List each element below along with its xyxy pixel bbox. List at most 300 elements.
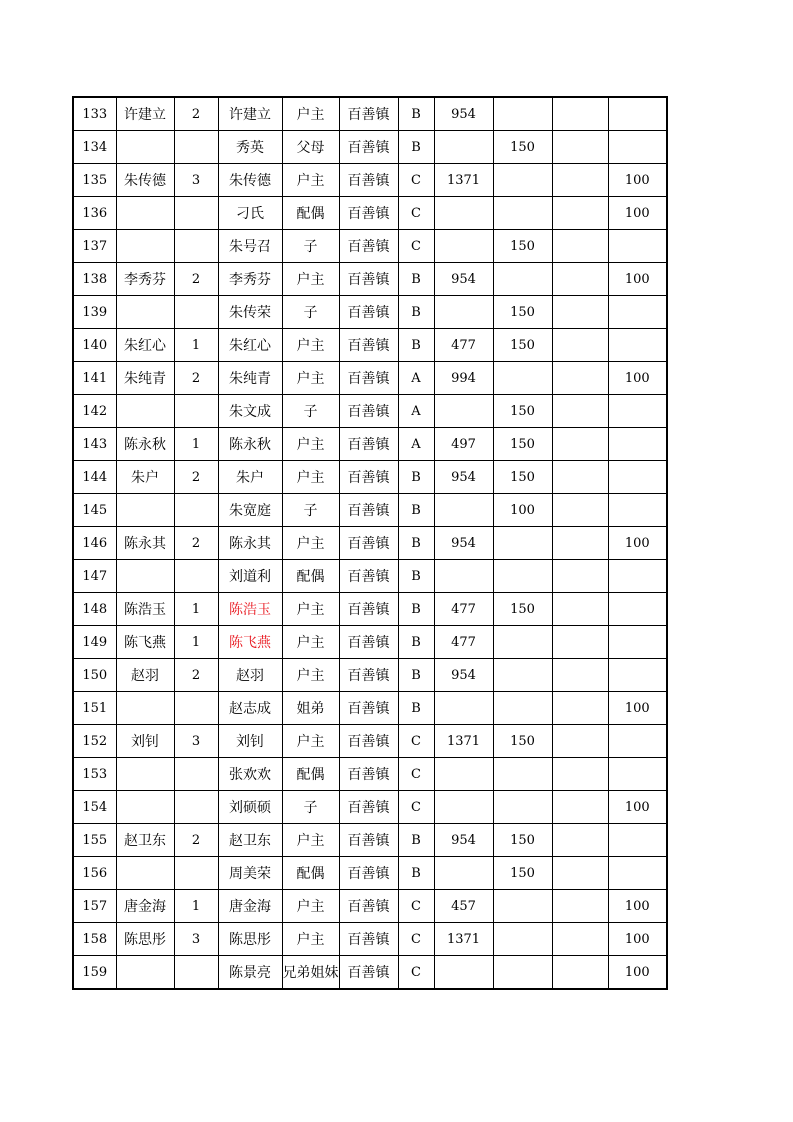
- row-number-cell: 137: [73, 230, 116, 263]
- relation-cell: 子: [282, 494, 339, 527]
- row-number-cell: 149: [73, 626, 116, 659]
- grade-cell: B: [398, 296, 434, 329]
- relation-cell: 姐弟: [282, 692, 339, 725]
- amount-1-cell: 954: [434, 659, 493, 692]
- relation-cell: 户主: [282, 659, 339, 692]
- household-head-cell: [116, 230, 174, 263]
- table-row: [73, 296, 667, 329]
- household-head-cell: [116, 197, 174, 230]
- relation-cell: 户主: [282, 97, 339, 131]
- relation-cell: 户主: [282, 362, 339, 395]
- row-number-cell: 134: [73, 131, 116, 164]
- amount-1-cell: [434, 197, 493, 230]
- table-row: [73, 164, 667, 197]
- amount-4-cell: [608, 758, 667, 791]
- town-cell: 百善镇: [339, 692, 398, 725]
- town-cell: 百善镇: [339, 725, 398, 758]
- grade-cell: C: [398, 890, 434, 923]
- member-name-cell: 朱传德: [218, 164, 282, 197]
- member-name-cell: 朱宽庭: [218, 494, 282, 527]
- relation-cell: 户主: [282, 923, 339, 956]
- table-row: [73, 263, 667, 296]
- member-count-cell: [174, 395, 218, 428]
- amount-2-cell: [493, 164, 552, 197]
- grade-cell: B: [398, 659, 434, 692]
- household-head-cell: 朱纯青: [116, 362, 174, 395]
- amount-3-cell: [552, 197, 608, 230]
- household-head-cell: 赵卫东: [116, 824, 174, 857]
- household-head-cell: [116, 692, 174, 725]
- grade-cell: B: [398, 626, 434, 659]
- town-cell: 百善镇: [339, 197, 398, 230]
- amount-1-cell: 457: [434, 890, 493, 923]
- amount-2-cell: [493, 263, 552, 296]
- town-cell: 百善镇: [339, 329, 398, 362]
- amount-3-cell: [552, 758, 608, 791]
- grade-cell: B: [398, 131, 434, 164]
- town-cell: 百善镇: [339, 395, 398, 428]
- amount-4-cell: [608, 494, 667, 527]
- amount-2-cell: [493, 956, 552, 990]
- amount-1-cell: 477: [434, 626, 493, 659]
- amount-4-cell: [608, 659, 667, 692]
- relation-cell: 户主: [282, 329, 339, 362]
- row-number-cell: 143: [73, 428, 116, 461]
- amount-2-cell: 150: [493, 329, 552, 362]
- member-count-cell: 1: [174, 890, 218, 923]
- amount-3-cell: [552, 527, 608, 560]
- town-cell: 百善镇: [339, 164, 398, 197]
- amount-2-cell: 150: [493, 593, 552, 626]
- amount-3-cell: [552, 923, 608, 956]
- town-cell: 百善镇: [339, 890, 398, 923]
- relation-cell: 子: [282, 791, 339, 824]
- amount-2-cell: 150: [493, 857, 552, 890]
- relation-cell: 户主: [282, 725, 339, 758]
- table-row: [73, 494, 667, 527]
- grade-cell: B: [398, 97, 434, 131]
- member-count-cell: 2: [174, 527, 218, 560]
- grade-cell: B: [398, 560, 434, 593]
- amount-4-cell: [608, 593, 667, 626]
- relation-cell: 配偶: [282, 197, 339, 230]
- row-number-cell: 158: [73, 923, 116, 956]
- amount-3-cell: [552, 626, 608, 659]
- grade-cell: A: [398, 395, 434, 428]
- relation-cell: 户主: [282, 164, 339, 197]
- table-row: [73, 923, 667, 956]
- table-row: [73, 593, 667, 626]
- amount-4-cell: 100: [608, 692, 667, 725]
- amount-3-cell: [552, 494, 608, 527]
- amount-4-cell: [608, 725, 667, 758]
- town-cell: 百善镇: [339, 230, 398, 263]
- relation-cell: 配偶: [282, 758, 339, 791]
- table-row: [73, 395, 667, 428]
- amount-4-cell: [608, 296, 667, 329]
- member-name-cell: 朱红心: [218, 329, 282, 362]
- member-count-cell: 1: [174, 626, 218, 659]
- household-head-cell: [116, 296, 174, 329]
- relation-cell: 户主: [282, 626, 339, 659]
- table-row: [73, 362, 667, 395]
- row-number-cell: 157: [73, 890, 116, 923]
- amount-2-cell: [493, 692, 552, 725]
- grade-cell: A: [398, 362, 434, 395]
- grade-cell: B: [398, 527, 434, 560]
- member-count-cell: [174, 758, 218, 791]
- amount-1-cell: [434, 230, 493, 263]
- row-number-cell: 141: [73, 362, 116, 395]
- table-row: [73, 626, 667, 659]
- row-number-cell: 155: [73, 824, 116, 857]
- town-cell: 百善镇: [339, 923, 398, 956]
- town-cell: 百善镇: [339, 758, 398, 791]
- amount-2-cell: [493, 923, 552, 956]
- household-head-cell: 陈浩玉: [116, 593, 174, 626]
- amount-1-cell: [434, 692, 493, 725]
- amount-1-cell: [434, 560, 493, 593]
- member-count-cell: [174, 296, 218, 329]
- amount-4-cell: 100: [608, 197, 667, 230]
- row-number-cell: 150: [73, 659, 116, 692]
- town-cell: 百善镇: [339, 296, 398, 329]
- member-name-cell: 刘钊: [218, 725, 282, 758]
- member-name-cell: 朱传荣: [218, 296, 282, 329]
- member-name-cell: 赵志成: [218, 692, 282, 725]
- row-number-cell: 133: [73, 97, 116, 131]
- household-head-cell: [116, 758, 174, 791]
- amount-4-cell: [608, 97, 667, 131]
- member-name-cell: 陈思彤: [218, 923, 282, 956]
- table-row: [73, 97, 667, 131]
- amount-4-cell: [608, 395, 667, 428]
- member-count-cell: 2: [174, 461, 218, 494]
- member-name-cell: 许建立: [218, 97, 282, 131]
- row-number-cell: 148: [73, 593, 116, 626]
- town-cell: 百善镇: [339, 824, 398, 857]
- household-head-cell: [116, 956, 174, 990]
- member-name-cell: 刁氏: [218, 197, 282, 230]
- amount-2-cell: [493, 362, 552, 395]
- amount-4-cell: 100: [608, 791, 667, 824]
- amount-1-cell: [434, 956, 493, 990]
- table-row: [73, 461, 667, 494]
- member-count-cell: [174, 560, 218, 593]
- table-row: [73, 560, 667, 593]
- member-name-cell: 李秀芬: [218, 263, 282, 296]
- amount-4-cell: [608, 824, 667, 857]
- relation-cell: 户主: [282, 824, 339, 857]
- relation-cell: 户主: [282, 461, 339, 494]
- amount-1-cell: 1371: [434, 725, 493, 758]
- amount-3-cell: [552, 956, 608, 990]
- grade-cell: C: [398, 164, 434, 197]
- member-name-cell: 张欢欢: [218, 758, 282, 791]
- amount-2-cell: 150: [493, 725, 552, 758]
- amount-4-cell: 100: [608, 956, 667, 990]
- table-row: [73, 527, 667, 560]
- member-name-cell: 唐金海: [218, 890, 282, 923]
- grade-cell: C: [398, 197, 434, 230]
- grade-cell: B: [398, 461, 434, 494]
- amount-2-cell: 150: [493, 230, 552, 263]
- row-number-cell: 153: [73, 758, 116, 791]
- member-name-cell: 刘硕硕: [218, 791, 282, 824]
- amount-3-cell: [552, 659, 608, 692]
- household-head-cell: 李秀芬: [116, 263, 174, 296]
- amount-3-cell: [552, 824, 608, 857]
- town-cell: 百善镇: [339, 791, 398, 824]
- household-head-cell: 陈永其: [116, 527, 174, 560]
- grade-cell: B: [398, 329, 434, 362]
- amount-4-cell: 100: [608, 263, 667, 296]
- grade-cell: C: [398, 956, 434, 990]
- household-head-cell: 刘钊: [116, 725, 174, 758]
- amount-3-cell: [552, 329, 608, 362]
- row-number-cell: 142: [73, 395, 116, 428]
- amount-4-cell: 100: [608, 527, 667, 560]
- amount-1-cell: 1371: [434, 164, 493, 197]
- amount-3-cell: [552, 131, 608, 164]
- member-name-cell: 秀英: [218, 131, 282, 164]
- household-head-cell: [116, 494, 174, 527]
- amount-2-cell: 150: [493, 461, 552, 494]
- relation-cell: 户主: [282, 890, 339, 923]
- amount-3-cell: [552, 560, 608, 593]
- amount-1-cell: [434, 758, 493, 791]
- household-head-cell: [116, 395, 174, 428]
- relation-cell: 户主: [282, 527, 339, 560]
- grade-cell: B: [398, 692, 434, 725]
- relation-cell: 父母: [282, 131, 339, 164]
- member-name-cell: 周美荣: [218, 857, 282, 890]
- amount-2-cell: 150: [493, 395, 552, 428]
- member-count-cell: 2: [174, 824, 218, 857]
- household-head-cell: [116, 791, 174, 824]
- member-name-cell: 朱户: [218, 461, 282, 494]
- household-head-cell: 唐金海: [116, 890, 174, 923]
- grade-cell: C: [398, 758, 434, 791]
- member-count-cell: 1: [174, 593, 218, 626]
- member-name-cell: 赵卫东: [218, 824, 282, 857]
- amount-2-cell: [493, 197, 552, 230]
- town-cell: 百善镇: [339, 362, 398, 395]
- town-cell: 百善镇: [339, 857, 398, 890]
- grade-cell: C: [398, 923, 434, 956]
- relation-cell: 户主: [282, 593, 339, 626]
- amount-1-cell: 477: [434, 593, 493, 626]
- town-cell: 百善镇: [339, 263, 398, 296]
- amount-1-cell: 954: [434, 97, 493, 131]
- town-cell: 百善镇: [339, 131, 398, 164]
- table-row: [73, 791, 667, 824]
- member-name-cell: 陈浩玉: [218, 593, 282, 626]
- table-row: [73, 824, 667, 857]
- household-head-cell: 陈思彤: [116, 923, 174, 956]
- town-cell: 百善镇: [339, 428, 398, 461]
- member-name-cell: 朱号召: [218, 230, 282, 263]
- town-cell: 百善镇: [339, 461, 398, 494]
- amount-3-cell: [552, 395, 608, 428]
- row-number-cell: 145: [73, 494, 116, 527]
- row-number-cell: 140: [73, 329, 116, 362]
- table-row: [73, 758, 667, 791]
- amount-4-cell: 100: [608, 890, 667, 923]
- relation-cell: 户主: [282, 428, 339, 461]
- amount-2-cell: 150: [493, 296, 552, 329]
- amount-2-cell: [493, 659, 552, 692]
- amount-3-cell: [552, 791, 608, 824]
- amount-4-cell: [608, 461, 667, 494]
- member-count-cell: 2: [174, 263, 218, 296]
- amount-3-cell: [552, 890, 608, 923]
- member-name-cell: 陈飞燕: [218, 626, 282, 659]
- member-name-cell: 陈永其: [218, 527, 282, 560]
- amount-1-cell: [434, 791, 493, 824]
- amount-3-cell: [552, 362, 608, 395]
- amount-4-cell: [608, 230, 667, 263]
- amount-4-cell: 100: [608, 164, 667, 197]
- grade-cell: C: [398, 230, 434, 263]
- member-count-cell: 2: [174, 659, 218, 692]
- table-row: [73, 197, 667, 230]
- household-head-cell: 陈永秋: [116, 428, 174, 461]
- household-head-cell: [116, 560, 174, 593]
- relation-cell: 子: [282, 230, 339, 263]
- amount-1-cell: [434, 494, 493, 527]
- town-cell: 百善镇: [339, 494, 398, 527]
- row-number-cell: 151: [73, 692, 116, 725]
- amount-4-cell: 100: [608, 362, 667, 395]
- table-row: [73, 329, 667, 362]
- member-count-cell: [174, 791, 218, 824]
- amount-3-cell: [552, 296, 608, 329]
- grade-cell: C: [398, 725, 434, 758]
- grade-cell: B: [398, 857, 434, 890]
- grade-cell: B: [398, 593, 434, 626]
- household-head-cell: 朱传德: [116, 164, 174, 197]
- town-cell: 百善镇: [339, 560, 398, 593]
- amount-2-cell: [493, 560, 552, 593]
- town-cell: 百善镇: [339, 659, 398, 692]
- town-cell: 百善镇: [339, 527, 398, 560]
- town-cell: 百善镇: [339, 956, 398, 990]
- row-number-cell: 152: [73, 725, 116, 758]
- amount-3-cell: [552, 230, 608, 263]
- amount-4-cell: [608, 560, 667, 593]
- table-row: [73, 692, 667, 725]
- town-cell: 百善镇: [339, 626, 398, 659]
- row-number-cell: 156: [73, 857, 116, 890]
- member-name-cell: 朱纯青: [218, 362, 282, 395]
- household-head-cell: 朱红心: [116, 329, 174, 362]
- member-count-cell: 3: [174, 164, 218, 197]
- member-count-cell: [174, 230, 218, 263]
- amount-4-cell: [608, 626, 667, 659]
- amount-2-cell: [493, 626, 552, 659]
- amount-4-cell: 100: [608, 923, 667, 956]
- amount-3-cell: [552, 725, 608, 758]
- amount-2-cell: [493, 527, 552, 560]
- row-number-cell: 138: [73, 263, 116, 296]
- amount-3-cell: [552, 692, 608, 725]
- roster-body: [73, 97, 667, 989]
- amount-2-cell: [493, 97, 552, 131]
- relation-cell: 户主: [282, 263, 339, 296]
- row-number-cell: 147: [73, 560, 116, 593]
- amount-4-cell: [608, 329, 667, 362]
- amount-2-cell: [493, 890, 552, 923]
- row-number-cell: 146: [73, 527, 116, 560]
- member-count-cell: [174, 494, 218, 527]
- amount-1-cell: 954: [434, 461, 493, 494]
- table-row: [73, 131, 667, 164]
- amount-4-cell: [608, 131, 667, 164]
- relation-cell: 子: [282, 395, 339, 428]
- member-count-cell: 3: [174, 725, 218, 758]
- relation-cell: 配偶: [282, 857, 339, 890]
- table-row: [73, 857, 667, 890]
- member-count-cell: 2: [174, 97, 218, 131]
- household-head-cell: 陈飞燕: [116, 626, 174, 659]
- household-head-cell: [116, 131, 174, 164]
- row-number-cell: 139: [73, 296, 116, 329]
- amount-1-cell: 994: [434, 362, 493, 395]
- amount-1-cell: [434, 395, 493, 428]
- member-count-cell: [174, 956, 218, 990]
- member-count-cell: [174, 857, 218, 890]
- member-count-cell: 2: [174, 362, 218, 395]
- amount-2-cell: [493, 758, 552, 791]
- member-count-cell: 1: [174, 329, 218, 362]
- member-name-cell: 赵羽: [218, 659, 282, 692]
- household-head-cell: 许建立: [116, 97, 174, 131]
- amount-1-cell: 477: [434, 329, 493, 362]
- member-name-cell: 陈永秋: [218, 428, 282, 461]
- member-name-cell: 朱文成: [218, 395, 282, 428]
- amount-1-cell: 1371: [434, 923, 493, 956]
- grade-cell: B: [398, 494, 434, 527]
- table-row: [73, 230, 667, 263]
- amount-1-cell: 954: [434, 263, 493, 296]
- amount-3-cell: [552, 593, 608, 626]
- household-head-cell: 朱户: [116, 461, 174, 494]
- member-count-cell: [174, 197, 218, 230]
- amount-2-cell: 150: [493, 428, 552, 461]
- relation-cell: 子: [282, 296, 339, 329]
- household-roster-table: [72, 96, 668, 990]
- member-count-cell: 3: [174, 923, 218, 956]
- row-number-cell: 154: [73, 791, 116, 824]
- row-number-cell: 136: [73, 197, 116, 230]
- row-number-cell: 135: [73, 164, 116, 197]
- grade-cell: A: [398, 428, 434, 461]
- amount-3-cell: [552, 461, 608, 494]
- table-row: [73, 428, 667, 461]
- amount-1-cell: [434, 857, 493, 890]
- table-row: [73, 890, 667, 923]
- amount-3-cell: [552, 164, 608, 197]
- amount-1-cell: [434, 296, 493, 329]
- relation-cell: 兄弟姐妹: [282, 956, 339, 990]
- amount-1-cell: 954: [434, 527, 493, 560]
- member-name-cell: 刘道利: [218, 560, 282, 593]
- amount-1-cell: 954: [434, 824, 493, 857]
- member-name-cell: 陈景亮: [218, 956, 282, 990]
- grade-cell: B: [398, 263, 434, 296]
- amount-4-cell: [608, 428, 667, 461]
